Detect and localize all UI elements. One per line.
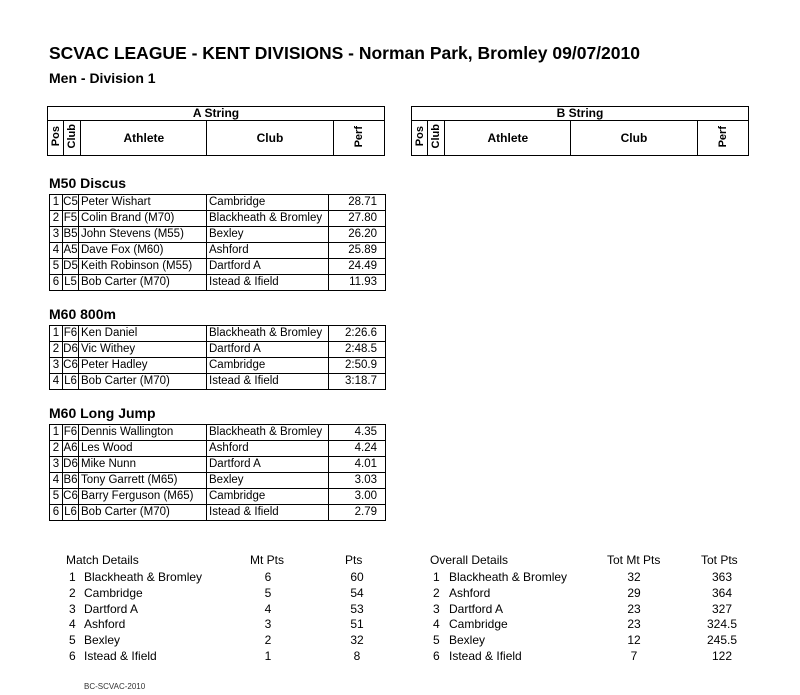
position-cell: 1 — [50, 326, 63, 342]
athlete-cell: Bob Carter (M70) — [79, 374, 207, 390]
pts-value: 324.5 — [706, 617, 738, 632]
table-row — [50, 195, 386, 211]
pos-header: Pos — [49, 126, 62, 147]
club-cell: Cambridge — [207, 489, 329, 505]
rank-text: 2 — [433, 585, 440, 600]
club-cell: Dartford A — [207, 259, 329, 275]
club-cell: Blackheath & Bromley — [207, 326, 329, 342]
perf-cell: 11.93 — [329, 275, 386, 291]
event-title: M50 Discus — [49, 175, 127, 191]
table-row — [50, 243, 386, 259]
athlete-cell: Vic Withey — [79, 342, 207, 358]
table-row — [50, 374, 386, 390]
mt-pts-value: 2 — [264, 633, 272, 648]
club-name: Cambridge — [449, 617, 508, 632]
mt-pts-value: 32 — [627, 570, 641, 584]
athlete-cell: Dennis Wallington — [79, 425, 207, 441]
perf-cell: 26.20 — [329, 227, 386, 243]
match-mt-pts-heading: Mt Pts — [250, 553, 285, 567]
event-table — [49, 424, 386, 521]
table-row — [50, 326, 386, 342]
position-cell: 2 — [50, 211, 63, 227]
club-code-cell: A5 — [63, 243, 79, 259]
event-table — [49, 194, 386, 291]
club-code-cell: C6 — [63, 358, 79, 374]
athlete-cell: Peter Hadley — [79, 358, 207, 374]
pts-value: 60 — [350, 570, 364, 584]
overall-tot-pts-heading: Tot Pts — [701, 553, 738, 567]
table-row — [50, 473, 386, 489]
club-name: Istead & Ifield — [449, 649, 522, 663]
perf-cell: 2:26.6 — [329, 326, 386, 342]
mt-pts-value: 7 — [630, 649, 638, 663]
club-code-cell: F6 — [63, 425, 79, 441]
club-name: Blackheath & Bromley — [84, 570, 203, 584]
table-row — [50, 342, 386, 358]
club-short-header: Club — [66, 124, 79, 149]
position-cell: 5 — [50, 259, 63, 275]
athlete-cell: Colin Brand (M70) — [79, 211, 207, 227]
club-code-cell: C6 — [63, 489, 79, 505]
club-cell: Istead & Ifield — [207, 505, 329, 521]
table-row — [50, 275, 386, 291]
match-pts-heading: Pts — [345, 553, 363, 567]
pts-value: 364 — [711, 585, 733, 600]
division-subtitle: Men - Division 1 — [49, 70, 156, 86]
event-title: M60 800m — [49, 306, 116, 322]
b-string-header — [411, 106, 749, 156]
club-code-cell: L6 — [63, 374, 79, 390]
athlete-cell: John Stevens (M55) — [79, 227, 207, 243]
perf-cell: 27.80 — [329, 211, 386, 227]
perf-cell: 3.03 — [329, 473, 386, 489]
rank-text: 3 — [69, 601, 76, 616]
perf-cell: 2:50.9 — [329, 358, 386, 374]
club-name: Bexley — [84, 633, 121, 648]
perf-cell: 25.89 — [329, 243, 386, 259]
club-code-cell: L6 — [63, 505, 79, 521]
athlete-cell: Bob Carter (M70) — [79, 275, 207, 291]
athlete-cell: Barry Ferguson (M65) — [79, 489, 207, 505]
table-row — [50, 358, 386, 374]
position-cell: 5 — [50, 489, 63, 505]
club-cell: Ashford — [207, 243, 329, 259]
perf-cell: 3:18.7 — [329, 374, 386, 390]
athlete-cell: Ken Daniel — [79, 326, 207, 342]
position-cell: 1 — [50, 425, 63, 441]
pts-value: 363 — [711, 570, 733, 584]
mt-pts-value: 12 — [627, 633, 641, 648]
athlete-cell: Keith Robinson (M55) — [79, 259, 207, 275]
athlete-header: Athlete — [445, 121, 571, 156]
club-cell: Dartford A — [207, 342, 329, 358]
table-row — [50, 441, 386, 457]
club-code-cell: F6 — [63, 326, 79, 342]
club-name: Dartford A — [84, 601, 139, 616]
club-cell: Dartford A — [207, 457, 329, 473]
position-cell: 4 — [50, 243, 63, 259]
pts-value: 8 — [353, 649, 361, 663]
position-cell: 3 — [50, 358, 63, 374]
overall-tot-mt-pts-heading: Tot Mt Pts — [607, 553, 661, 567]
perf-cell: 4.24 — [329, 441, 386, 457]
table-row — [50, 489, 386, 505]
club-cell: Ashford — [207, 441, 329, 457]
club-header: Club — [207, 121, 333, 156]
perf-cell: 3.00 — [329, 489, 386, 505]
position-cell: 2 — [50, 342, 63, 358]
a-string-label: A String — [48, 107, 385, 121]
pts-value: 245.5 — [706, 633, 738, 648]
pts-value: 32 — [350, 633, 364, 648]
rank-text: 5 — [433, 633, 440, 648]
club-name: Istead & Ifield — [84, 649, 157, 663]
rank-text: 3 — [433, 601, 440, 616]
pts-value: 327 — [711, 601, 733, 616]
club-cell: Bexley — [207, 227, 329, 243]
mt-pts-value: 5 — [264, 585, 272, 600]
perf-cell: 2.79 — [329, 505, 386, 521]
rank-text: 5 — [69, 633, 76, 648]
club-code-cell: B5 — [63, 227, 79, 243]
position-cell: 1 — [50, 195, 63, 211]
page-title: SCVAC LEAGUE - KENT DIVISIONS - Norman Park, Bromley 09/07/2010 — [49, 43, 640, 63]
athlete-cell: Dave Fox (M60) — [79, 243, 207, 259]
position-cell: 4 — [50, 374, 63, 390]
club-name: Cambridge — [84, 585, 143, 600]
club-code-cell: D6 — [63, 457, 79, 473]
perf-cell: 28.71 — [329, 195, 386, 211]
club-short-header: Club — [430, 124, 443, 149]
event-title: M60 Long Jump — [49, 405, 156, 421]
footer-code: BC-SCVAC-2010 — [84, 682, 146, 691]
athlete-cell: Tony Garrett (M65) — [79, 473, 207, 489]
position-cell: 4 — [50, 473, 63, 489]
club-code-cell: C5 — [63, 195, 79, 211]
rank-text: 4 — [69, 617, 76, 632]
club-cell: Istead & Ifield — [207, 374, 329, 390]
club-name: Ashford — [84, 617, 126, 632]
mt-pts-value: 23 — [627, 617, 641, 632]
club-cell: Cambridge — [207, 358, 329, 374]
athlete-cell: Peter Wishart — [79, 195, 207, 211]
pos-header: Pos — [413, 126, 426, 147]
club-cell: Cambridge — [207, 195, 329, 211]
mt-pts-value: 1 — [264, 649, 272, 663]
table-row — [50, 259, 386, 275]
mt-pts-value: 4 — [264, 601, 272, 616]
rank-text: 1 — [433, 570, 440, 584]
table-row — [50, 227, 386, 243]
club-code-cell: B6 — [63, 473, 79, 489]
club-header: Club — [571, 121, 697, 156]
position-cell: 2 — [50, 441, 63, 457]
club-code-cell: D6 — [63, 342, 79, 358]
club-name: Ashford — [449, 585, 491, 600]
match-details-heading: Match Details — [66, 553, 139, 567]
mt-pts-value: 29 — [627, 585, 641, 600]
rank-text: 1 — [69, 570, 76, 584]
perf-cell: 4.01 — [329, 457, 386, 473]
perf-cell: 2:48.5 — [329, 342, 386, 358]
table-row — [50, 505, 386, 521]
mt-pts-value: 3 — [264, 617, 272, 632]
club-cell: Blackheath & Bromley — [207, 211, 329, 227]
club-code-cell: A6 — [63, 441, 79, 457]
position-cell: 6 — [50, 275, 63, 291]
rank-text: 2 — [69, 585, 76, 600]
club-cell: Bexley — [207, 473, 329, 489]
position-cell: 3 — [50, 457, 63, 473]
athlete-cell: Les Wood — [79, 441, 207, 457]
event-table — [49, 325, 386, 390]
rank-text: 6 — [433, 649, 440, 663]
b-string-label: B String — [412, 107, 749, 121]
pts-value: 53 — [350, 601, 364, 616]
mt-pts-value: 6 — [264, 570, 272, 584]
club-name: Dartford A — [449, 601, 504, 616]
athlete-cell: Mike Nunn — [79, 457, 207, 473]
pts-value: 54 — [350, 585, 364, 600]
club-code-cell: L5 — [63, 275, 79, 291]
athlete-header: Athlete — [81, 121, 207, 156]
athlete-cell: Bob Carter (M70) — [79, 505, 207, 521]
rank-text: 4 — [433, 617, 440, 632]
club-name: Bexley — [449, 633, 486, 648]
pts-value: 122 — [711, 649, 733, 663]
club-code-cell: F5 — [63, 211, 79, 227]
rank-text: 6 — [69, 649, 76, 663]
perf-cell: 24.49 — [329, 259, 386, 275]
club-code-cell: D5 — [63, 259, 79, 275]
position-cell: 6 — [50, 505, 63, 521]
perf-cell: 4.35 — [329, 425, 386, 441]
club-cell: Blackheath & Bromley — [207, 425, 329, 441]
overall-details-heading: Overall Details — [430, 553, 509, 567]
pts-value: 51 — [350, 617, 364, 632]
position-cell: 3 — [50, 227, 63, 243]
table-row — [50, 457, 386, 473]
a-string-header — [47, 106, 385, 156]
table-row — [50, 425, 386, 441]
mt-pts-value: 23 — [627, 601, 641, 616]
perf-header: Perf — [352, 125, 365, 148]
perf-header: Perf — [716, 125, 729, 148]
club-name: Blackheath & Bromley — [449, 570, 568, 584]
table-row — [50, 211, 386, 227]
club-cell: Istead & Ifield — [207, 275, 329, 291]
